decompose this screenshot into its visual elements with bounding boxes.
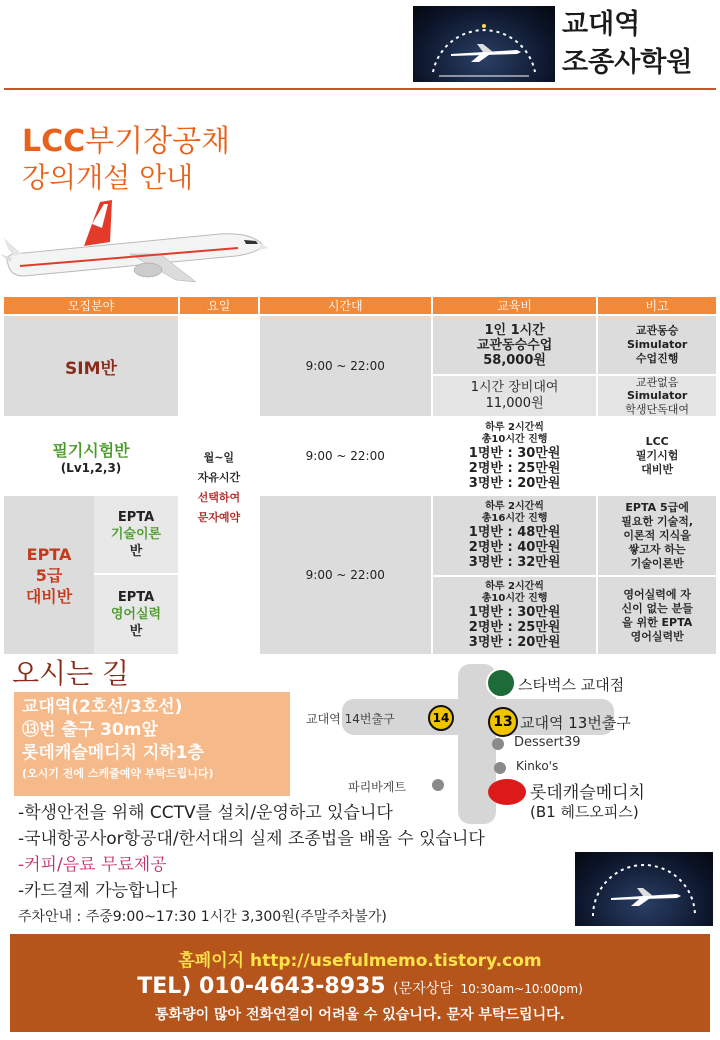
map-marker — [494, 762, 506, 774]
fee-line: 교관동승수업 — [476, 337, 553, 353]
fee-line: 1시간 장비대여 — [470, 380, 559, 395]
header-field: 모집분야 — [3, 296, 179, 315]
note-line: 신이 없는 분들 — [621, 601, 693, 615]
destination-marker — [488, 779, 526, 805]
contact-hours: 10:30am~10:00pm) — [460, 982, 583, 996]
written-fee — [432, 417, 597, 495]
written-time: 9:00 ~ 22:00 — [259, 417, 432, 495]
academy-name-line2: 조종사학원 — [562, 47, 693, 78]
exit13-badge: 13 — [488, 707, 518, 737]
fee-line: 총10시간 진행 — [481, 433, 548, 445]
map-marker — [492, 738, 504, 750]
course-table — [2, 295, 718, 656]
logo-image-small — [575, 852, 713, 926]
note-line: 기술이론반 — [630, 556, 684, 570]
note-line: 이론적 지식을 — [623, 528, 691, 542]
note-coffee: -커피/음료 무료제공 — [18, 855, 167, 875]
epta-eng-line: 영어실력 — [110, 607, 162, 622]
written-note — [597, 417, 717, 495]
epta-eng-line: 반 — [129, 624, 143, 639]
fee-line: 11,000원 — [485, 396, 544, 411]
map-dessert: Dessert39 — [514, 735, 581, 750]
header-fee: 교육비 — [432, 296, 597, 315]
note-line: LCC — [645, 435, 669, 448]
fee-line: 하루 2시간씩 — [485, 501, 544, 512]
footer-banner — [10, 934, 710, 1032]
epta-label-line: EPTA — [26, 544, 72, 564]
map-kinkos: Kinko's — [516, 759, 559, 773]
map-marker — [432, 779, 444, 791]
fee-line: 3명반 : 20만원 — [468, 475, 561, 491]
airplane-illustration — [0, 194, 270, 292]
sim-label: SIM반 — [3, 315, 179, 417]
fee-line: 58,000원 — [483, 352, 546, 368]
epta-label-line: 5급 — [35, 565, 63, 585]
exit14-badge: 14 — [428, 705, 454, 731]
fee-line: 하루 2시간씩 — [485, 581, 544, 592]
day-note-line: 월~일 — [203, 451, 235, 464]
note-line: 쌓고자 하는 — [628, 542, 686, 556]
sim-fee-1 — [432, 315, 597, 375]
sim-day-cell — [179, 315, 259, 417]
written-sub: (Lv1,2,3) — [60, 460, 122, 475]
sim-note-2 — [597, 375, 717, 417]
note-card: -카드결제 가능합니다 — [18, 881, 178, 901]
map-lotte: 롯데캐슬메디치 — [530, 783, 645, 803]
note-line: 영어실력에 자 — [623, 587, 691, 601]
note-line: 교관동승 — [635, 324, 679, 337]
fee-line: 3명반 : 32만원 — [468, 555, 561, 570]
directions-title: 오시는 길 — [12, 657, 130, 690]
table-header-row — [3, 296, 717, 315]
epta-tech-note — [597, 495, 717, 576]
sim-time: 9:00 ~ 22:00 — [259, 315, 432, 417]
epta-time: 9:00 ~ 22:00 — [259, 495, 432, 655]
note-parking: 주차안내 : 주중9:00~17:30 1시간 3,300원(주말주차불가) — [18, 909, 387, 925]
header-time: 시간대 — [259, 296, 432, 315]
epta-eng-fee — [432, 576, 597, 655]
written-label-cell — [3, 417, 179, 495]
epta-tech-label — [94, 496, 178, 575]
table-row — [3, 495, 717, 576]
title-lcc: LCC — [22, 124, 86, 159]
table-row — [3, 315, 717, 375]
epta-eng-note — [597, 576, 717, 655]
header-note: 비고 — [597, 296, 717, 315]
header-day: 요일 — [179, 296, 259, 315]
note-line: 필기시험 — [635, 449, 679, 462]
tel-note: (문자상담 — [393, 981, 453, 997]
directions-line: (오시기 전에 스케쥴예약 부탁드립니다) — [22, 767, 214, 780]
page-subtitle: 강의개설 안내 — [22, 161, 194, 194]
epta-eng-line: EPTA — [117, 590, 155, 605]
fee-line: 1명반 : 30만원 — [468, 445, 561, 461]
fee-line: 총16시간 진행 — [481, 513, 548, 524]
map-office: (B1 헤드오피스) — [530, 803, 639, 821]
day-note-line: 선택하여 — [197, 491, 241, 504]
written-label: 필기시험반 — [52, 440, 130, 460]
sim-note-1 — [597, 315, 717, 375]
epta-eng-label — [94, 575, 178, 654]
note-line: 수업진행 — [635, 352, 679, 365]
table-row — [3, 417, 717, 495]
epta-tech-line: 기술이론 — [110, 527, 162, 542]
phone-number[interactable]: TEL) 010-4643-8935 — [137, 974, 386, 999]
fee-line: 1명반 : 30만원 — [468, 605, 561, 620]
fee-line: 하루 2시간씩 — [485, 421, 544, 433]
day-note-line: 문자예약 — [197, 511, 241, 524]
note-line: Simulator — [626, 338, 688, 351]
note-line: EPTA 5급에 — [625, 500, 689, 514]
epta-tech-line: EPTA — [117, 510, 155, 525]
logo-image — [413, 6, 555, 82]
academy-name — [562, 6, 692, 82]
title-rest: 부기장공채 — [85, 124, 231, 159]
note-line: 을 위한 EPTA — [622, 615, 693, 629]
epta-label-line: 대비반 — [25, 586, 73, 606]
directions-box — [14, 692, 290, 796]
note-line: 대비반 — [641, 463, 674, 476]
epta-tech-line: 반 — [129, 544, 143, 559]
note-method: -국내항공사or항공대/한서대의 실제 조종법을 배울 수 있습니다 — [18, 829, 485, 849]
info-notes — [18, 800, 485, 930]
note-line: 학생단독대여 — [625, 403, 690, 416]
sim-fee-2 — [432, 375, 597, 417]
map-starbucks: 스타벅스 교대점 — [518, 676, 625, 694]
footer-warning: 통화량이 많아 전화연결이 어려울 수 있습니다. 문자 부탁드립니다. — [155, 1007, 565, 1023]
fee-line: 총10시간 진행 — [481, 593, 548, 604]
note-line: 교관없음 — [635, 376, 679, 389]
starbucks-logo-icon — [486, 668, 516, 698]
fee-line: 2명반 : 40만원 — [468, 540, 561, 555]
fee-line: 3명반 : 20만원 — [468, 635, 561, 650]
academy-name-line1: 교대역 — [562, 9, 641, 40]
contact-line — [10, 974, 710, 999]
note-line: Simulator — [626, 389, 688, 402]
epta-label-cell — [3, 495, 179, 655]
note-line: 영어실력반 — [630, 629, 684, 643]
directions-line: 롯데캐슬메디치 지하1층 — [22, 743, 204, 763]
directions-line: ⑬번 출구 30m앞 — [22, 720, 158, 740]
map-exit13-label: 교대역 13번출구 — [520, 714, 631, 732]
map-paris: 파리바게트 — [348, 780, 406, 794]
epta-tech-fee — [432, 495, 597, 576]
page-title — [22, 116, 230, 160]
header-divider — [4, 88, 716, 90]
fee-line: 1명반 : 48만원 — [468, 525, 561, 540]
day-note-line: 자유시간 — [197, 471, 241, 484]
fee-line: 1인 1시간 — [484, 322, 545, 338]
directions-line: 교대역(2호선/3호선) — [22, 697, 183, 717]
fee-line: 2명반 : 25만원 — [468, 460, 561, 476]
fee-line: 2명반 : 25만원 — [468, 620, 561, 635]
note-cctv: -학생안전을 위해 CCTV를 설치/운영하고 있습니다 — [18, 803, 393, 823]
day-note-cell — [179, 417, 259, 655]
map-exit14-label: 교대역 14번출구 — [306, 712, 395, 726]
homepage-link[interactable]: 홈페이지 http://usefulmemo.tistory.com — [178, 951, 542, 971]
note-line: 필요한 기술적, — [621, 514, 694, 528]
